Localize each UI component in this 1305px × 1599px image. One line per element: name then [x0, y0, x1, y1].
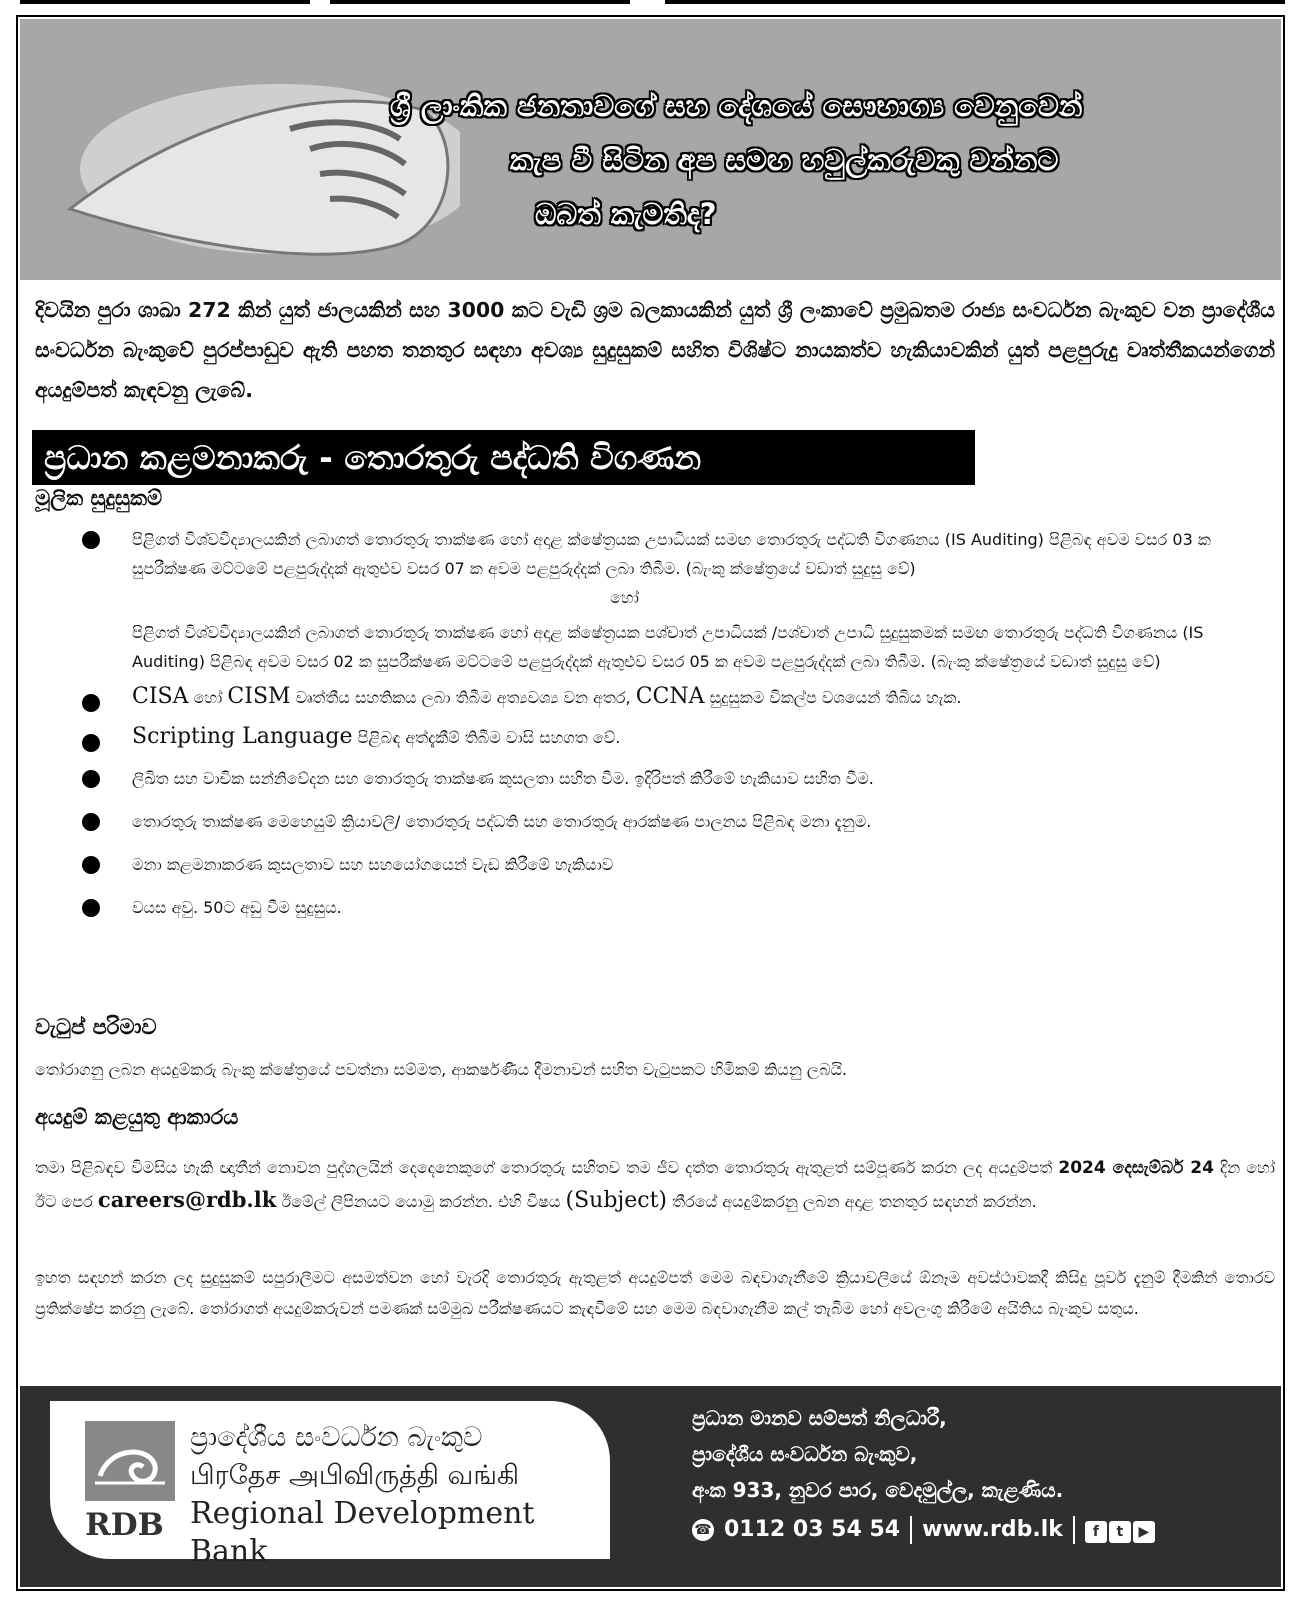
or-separator: හෝ	[610, 588, 639, 607]
apply-paragraph-1	[35, 1152, 1275, 1217]
banner-headline	[350, 79, 1281, 241]
banner-line-2: කැප වී සිටින අප සමඟ හවුල්කරුවකු වන්නට	[510, 143, 1059, 177]
closing-date: 2024 දෙසැම්බර් 24	[1058, 1158, 1214, 1178]
bullet-icon	[82, 813, 100, 831]
list-item	[82, 682, 1277, 712]
logo-english: Regional Development Bank	[190, 1496, 535, 1569]
qualifications-heading: මූලික සුදුසුකම්	[35, 486, 163, 510]
top-rules	[0, 0, 1305, 6]
banner-line-1: ශ්‍රී ලාංකික ජනතාවගේ සහ දේශයේ සෞභාග්‍ය වෙනුවෙන්	[390, 89, 1083, 123]
salary-text: තෝරාගනු ලබන අයදුම්කරු බැංකු ක්ෂේත්‍රයේ පවත්නා සම්මත, ආකර්ෂණීය දීමනාවන් සහිත වැටුපකට හිමිකම් කියනු ලබයි.	[35, 1060, 848, 1079]
qualification-3-text: පිළිබඳ අත්දැකීම් තිබීම වාසි සහගත වේ.	[352, 728, 621, 747]
apply-text-b: දින හෝ ඊට පෙර	[35, 1158, 1275, 1211]
cisa-label: CISA	[132, 684, 189, 709]
qualification-4: ලිඛිත සහ වාචික සන්නිවේදන සහ තොරතුරු තාක්ෂණ කුසලතා සහිත වීම. ඉදිරිපත් කිරීමේ හැකියාව සහිත වීම.	[132, 769, 874, 788]
list-item	[82, 764, 1277, 793]
contact-org: ප්‍රාදේශීය සංවර්ධන බැංකුව,	[692, 1442, 918, 1466]
qualification-2-tail: සුදුසුකම විකල්ප වශයෙන් තිබිය හැක.	[704, 688, 962, 707]
divider	[910, 1516, 912, 1544]
list-item	[82, 525, 1277, 676]
logo-abbr: RDB	[85, 1507, 164, 1543]
apply-text-a: තමා පිළිබඳව විමසිය හැකි ඥාතීන් නොවන පුද්ගලයින් දෙදෙනෙකුගේ තොරතුරු සහිතව තම ජීව දත්ත තොරතුරු ඇතුළත් සම්පූර්ණ කරන ලද අයදුම්පත්	[35, 1158, 1059, 1177]
bullet-icon	[82, 856, 100, 874]
contact-address: අංක 933, නුවර පාර, වෙදමුල්ල, කැළණිය.	[692, 1478, 1064, 1502]
bullet-icon	[82, 694, 100, 712]
facebook-icon[interactable]: f	[1085, 1521, 1107, 1543]
rdb-logo	[50, 1401, 610, 1569]
banner-line-3: ඔබත් කැමතිද?	[535, 197, 717, 231]
logo-sinhala: ප්‍රාදේශීය සංවර්ධන බැංකුව	[190, 1422, 483, 1453]
apply-text-c: ඊමේල් ලිපිනයට යොමු කරන්න. එහි විෂය	[276, 1192, 566, 1211]
bullet-icon	[82, 531, 100, 549]
social-icons	[1085, 1512, 1157, 1548]
qualification-6: මනා කළමනාකරණ කුසලතාව සහ සහයෝගයෙන් වැඩ කිරීමේ හැකියාව	[132, 855, 614, 874]
salary-heading: වැටුප් පරිමාව	[35, 1015, 157, 1039]
bullet-icon	[82, 734, 100, 752]
qualification-1a: පිළිගත් විශ්වවිද්‍යාලයකින් ලබාගත් තොරතුරු තාක්ෂණ හෝ අදාළ ක්ෂේත්‍රයක උපාධියක් සමඟ තොරතුරු පද්ධති විගණනය (IS Auditing) පිළිබඳ අවම වසර 03 ක සුපරීක්ෂණ මට්ටමේ පළපුරුද්දක් ඇතුළුව වසර 07 ක අවම පළපුරුද්දක් ලබා තිබීම. (බැංකු ක්ෂේත්‍රයේ වඩාත් සුදුසු වේ)	[132, 530, 1211, 578]
cism-label: CISM	[227, 684, 291, 709]
contact-block	[692, 1400, 1157, 1548]
banner	[20, 19, 1281, 280]
scripting-language-label: Scripting Language	[132, 724, 353, 749]
email-link[interactable]: careers@rdb.lk	[97, 1187, 277, 1212]
subject-label: (Subject)	[565, 1188, 668, 1213]
youtube-icon[interactable]: ▶	[1133, 1521, 1155, 1543]
apply-paragraph-2: ඉහත සඳහන් කරන ලද සුදුසුකම් සපුරාලීමට අසමත්වන හෝ වැරදි තොරතුරු ඇතුළත් අයදුම්පත් මෙම බඳවාගැනීමේ ක්‍රියාවලියේ ඕනෑම අවස්ථාවකදී කිසිදු පූර්ව දැනුම් දීමකින් තොරව ප්‍රතික්ෂේප කරනු ලැබේ. තෝරාගත් අයදුම්කරුවන් පමණක් සම්මුඛ පරීක්ෂණයට කැඳවීමේ සහ මෙම බඳවාගැනීම කල් තැබීම හෝ අවලංගු කිරීමේ අයිතිය බැංකුව සතුය.	[35, 1268, 1275, 1318]
qualification-2-or: හෝ	[188, 688, 228, 707]
bullet-icon	[82, 770, 100, 788]
list-item	[82, 850, 1277, 879]
divider	[1073, 1516, 1075, 1544]
contact-title: ප්‍රධාන මානව සම්පත් නිලධාරී,	[692, 1406, 947, 1430]
qualification-1b: පිළිගත් විශ්වවිද්‍යාලයකින් ලබාගත් තොරතුරු තාක්ෂණ හෝ අදාළ ක්ෂේත්‍රයක පශ්චාත් උපාධියක් /පශ්චාත් උපාධි සුදුසුකමක් සමඟ තොරතුරු පද්ධති විගණනය (IS Auditing) පිළිබඳ අවම වසර 02 ක සුපරීක්ෂණ මට්ටමේ පළපුරුද්දක් ඇතුළුව වසර 05 ක අවම පළපුරුද්දක් ලබා තිබීම. (බැංකු ක්ෂේත්‍රයේ වඩාත් සුදුසු වේ)	[132, 623, 1204, 671]
qualifications-list	[82, 525, 1277, 922]
qualification-5: තොරතුරු තාක්ෂණ මෙහෙයුම් ක්‍රියාවලි/ තොරතුරු පද්ධති සහ තොරතුරු ආරක්ෂණ පාලනය පිළිබඳ මනා දැනුම.	[132, 812, 872, 831]
list-item	[82, 722, 1277, 752]
qualification-2-text: වෘත්තීය සහතිකය ලබා තිබීම අත්‍යවශ්‍ය වන අතර,	[290, 688, 636, 707]
ccna-label: CCNA	[635, 684, 705, 709]
list-item	[82, 893, 1277, 922]
qualification-7: වයස අවු. 50ට අඩු වීම සුදුසුය.	[132, 898, 342, 917]
apply-heading: අයදුම් කළයුතු ආකාරය	[35, 1105, 239, 1129]
phone-icon: ☎	[692, 1519, 714, 1541]
phone-number[interactable]: 0112 03 54 54	[724, 1517, 901, 1542]
logo-text	[190, 1419, 610, 1571]
apply-text-d: තීරයේ අයදුම්කරනු ලබන අදාළ තනතුර සඳහන් කරන්න.	[667, 1192, 1037, 1211]
list-item	[82, 807, 1277, 836]
intro-paragraph: දිවයින පුරා ශාඛා 272 කින් යුත් ජාලයකින් සහ 3000 කට වැඩි ශ්‍රම බලකායකින් යුත් ශ්‍රී ලංකාවේ ප්‍රමුඛතම රාජ්‍ය සංවර්ධන බැංකුව වන ප්‍රාදේශීය සංවර්ධන බැංකුවේ පුරප්පාඩුව ඇති පහත තනතුර සඳහා අවශ්‍ය සුදුසුකම් සහිත විශිෂ්ට නායකත්ව හැකියාවකින් යුත් පළපුරුදු වෘත්තීකයන්ගෙන් අයදුම්පත් කැඳවනු ලැබේ.	[35, 298, 1275, 402]
bullet-icon	[82, 899, 100, 917]
footer	[20, 1386, 1281, 1587]
logo-tamil: பிரதேச அபிவிருத்தி வங்கி	[190, 1460, 520, 1491]
position-title: ප්‍රධාන කළමනාකරු - තොරතුරු පද්ධති විගණන	[32, 430, 975, 485]
website-link[interactable]: www.rdb.lk	[922, 1517, 1063, 1542]
contact-row	[692, 1512, 1157, 1548]
twitter-icon[interactable]: t	[1109, 1521, 1131, 1543]
